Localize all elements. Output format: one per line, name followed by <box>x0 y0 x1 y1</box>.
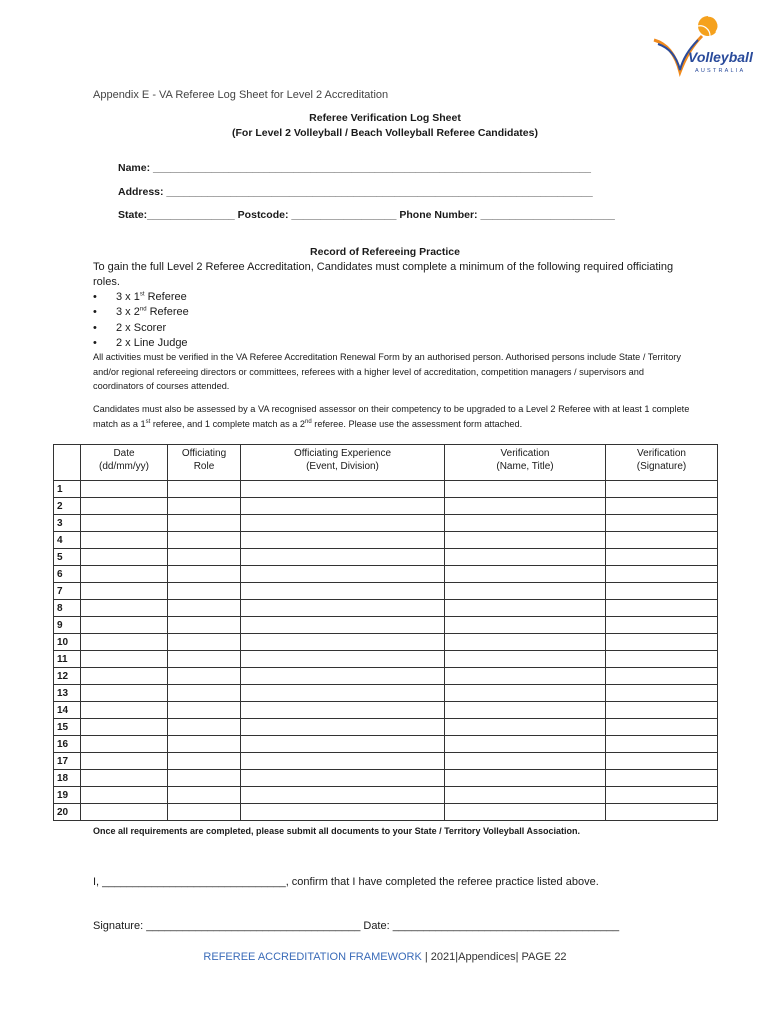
table-row <box>54 481 718 498</box>
table-row <box>54 566 718 583</box>
date-cell[interactable] <box>81 719 168 736</box>
verification-signature-cell[interactable] <box>606 566 718 583</box>
verification-name-cell[interactable] <box>445 668 606 685</box>
verification-signature-cell[interactable] <box>606 736 718 753</box>
table-row <box>54 498 718 515</box>
row-number: 11 <box>54 651 81 668</box>
verification-name-cell[interactable] <box>445 770 606 787</box>
column-header-date: Date (dd/mm/yy) <box>81 445 168 481</box>
verification-signature-cell[interactable] <box>606 498 718 515</box>
required-roles-list <box>93 290 189 351</box>
verification-signature-cell[interactable] <box>606 515 718 532</box>
verification-name-cell[interactable] <box>445 804 606 821</box>
verification-signature-cell[interactable] <box>606 685 718 702</box>
record-intro: To gain the full Level 2 Referee Accreditation, Candidates must complete a minimum of the following required officiating roles. <box>93 261 674 288</box>
experience-cell[interactable] <box>241 566 445 583</box>
experience-cell[interactable] <box>241 668 445 685</box>
verification-signature-cell[interactable] <box>606 532 718 549</box>
role-cell[interactable] <box>168 651 241 668</box>
list-item: • 3 x 2nd Referee <box>93 305 189 320</box>
table-row <box>54 702 718 719</box>
assessment-paragraph: Candidates must also be assessed by a VA recognised assessor on their competency to be upgraded to a Level 2 Referee with at least 1 complete match as a 1st referee, and 1 complete match as a 2nd referee. Please use the assessment form attached. <box>93 404 690 429</box>
experience-cell[interactable] <box>241 617 445 634</box>
date-cell[interactable] <box>81 566 168 583</box>
verification-name-cell[interactable] <box>445 515 606 532</box>
verification-signature-cell[interactable] <box>606 617 718 634</box>
volleyball-australia-logo <box>650 14 760 78</box>
role-cell[interactable] <box>168 498 241 515</box>
list-item: • 2 x Line Judge <box>93 336 189 351</box>
state-postcode-phone-field[interactable]: State:_______________ Postcode: __________________ Phone Number: _______________________ <box>118 209 615 221</box>
row-number: 3 <box>54 515 81 532</box>
verification-name-cell[interactable] <box>445 651 606 668</box>
list-item: • 2 x Scorer <box>93 321 189 336</box>
table-row <box>54 515 718 532</box>
experience-cell[interactable] <box>241 685 445 702</box>
experience-cell[interactable] <box>241 719 445 736</box>
table-row <box>54 770 718 787</box>
row-number: 7 <box>54 583 81 600</box>
experience-cell[interactable] <box>241 770 445 787</box>
row-number: 8 <box>54 600 81 617</box>
verification-name-cell[interactable] <box>445 481 606 498</box>
logo-subtext: AUSTRALIA <box>695 68 746 74</box>
experience-cell[interactable] <box>241 736 445 753</box>
table-row <box>54 804 718 821</box>
experience-cell[interactable] <box>241 634 445 651</box>
verification-signature-cell[interactable] <box>606 651 718 668</box>
table-row <box>54 753 718 770</box>
signature-date-line[interactable]: Signature: ___________________________________ Date: _____________________________________ <box>93 920 620 932</box>
verification-name-cell[interactable] <box>445 634 606 651</box>
verification-signature-cell[interactable] <box>606 600 718 617</box>
date-cell[interactable] <box>81 481 168 498</box>
role-cell[interactable] <box>168 719 241 736</box>
footer-page-info: | 2021|Appendices| PAGE 22 <box>421 951 567 963</box>
verification-name-cell[interactable] <box>445 719 606 736</box>
row-number: 14 <box>54 702 81 719</box>
submit-instruction: Once all requirements are completed, please submit all documents to your State / Territory Volleyball Association. <box>93 826 580 836</box>
table-row <box>54 651 718 668</box>
date-cell[interactable] <box>81 549 168 566</box>
address-field[interactable]: Address: _________________________________________________________________________ <box>118 186 593 198</box>
date-cell[interactable] <box>81 617 168 634</box>
experience-cell[interactable] <box>241 651 445 668</box>
row-number: 16 <box>54 736 81 753</box>
experience-cell[interactable] <box>241 753 445 770</box>
date-cell[interactable] <box>81 753 168 770</box>
date-cell[interactable] <box>81 532 168 549</box>
experience-cell[interactable] <box>241 804 445 821</box>
date-cell[interactable] <box>81 634 168 651</box>
role-cell[interactable] <box>168 600 241 617</box>
record-title: Record of Refereeing Practice <box>310 246 460 258</box>
date-cell[interactable] <box>81 668 168 685</box>
verification-name-cell[interactable] <box>445 702 606 719</box>
row-number: 20 <box>54 804 81 821</box>
table-row <box>54 634 718 651</box>
list-item: • 3 x 1st Referee <box>93 290 189 305</box>
verification-name-cell[interactable] <box>445 787 606 804</box>
verification-signature-cell[interactable] <box>606 719 718 736</box>
experience-cell[interactable] <box>241 481 445 498</box>
table-row <box>54 600 718 617</box>
row-number: 5 <box>54 549 81 566</box>
experience-cell[interactable] <box>241 532 445 549</box>
verification-signature-cell[interactable] <box>606 770 718 787</box>
column-header-experience: Officiating Experience (Event, Division) <box>241 445 445 481</box>
verification-signature-cell[interactable] <box>606 753 718 770</box>
verification-name-cell[interactable] <box>445 566 606 583</box>
date-cell[interactable] <box>81 702 168 719</box>
page-title: Referee Verification Log Sheet <box>309 112 461 124</box>
row-number: 2 <box>54 498 81 515</box>
role-cell[interactable] <box>168 702 241 719</box>
appendix-heading: Appendix E - VA Referee Log Sheet for Level 2 Accreditation <box>93 89 389 101</box>
role-cell[interactable] <box>168 481 241 498</box>
role-cell[interactable] <box>168 566 241 583</box>
date-cell[interactable] <box>81 651 168 668</box>
verification-signature-cell[interactable] <box>606 668 718 685</box>
verification-signature-cell[interactable] <box>606 804 718 821</box>
table-row <box>54 532 718 549</box>
table-row <box>54 668 718 685</box>
verification-name-cell[interactable] <box>445 753 606 770</box>
date-cell[interactable] <box>81 804 168 821</box>
experience-cell[interactable] <box>241 600 445 617</box>
verification-name-cell[interactable] <box>445 617 606 634</box>
table-row <box>54 617 718 634</box>
verification-name-cell[interactable] <box>445 600 606 617</box>
volleyball-logo-graphic <box>650 14 760 78</box>
row-number: 4 <box>54 532 81 549</box>
role-cell[interactable] <box>168 634 241 651</box>
verification-signature-cell[interactable] <box>606 787 718 804</box>
experience-cell[interactable] <box>241 515 445 532</box>
role-cell[interactable] <box>168 515 241 532</box>
confirmation-line[interactable]: I, ______________________________, confirm that I have completed the referee practice listed above. <box>93 876 599 888</box>
experience-cell[interactable] <box>241 549 445 566</box>
verification-signature-cell[interactable] <box>606 634 718 651</box>
logo-wordmark: Volleyball <box>688 49 753 65</box>
experience-cell[interactable] <box>241 583 445 600</box>
referee-log-table <box>53 444 718 821</box>
row-number: 10 <box>54 634 81 651</box>
page-subtitle: (For Level 2 Volleyball / Beach Volleyball Referee Candidates) <box>232 127 538 139</box>
date-cell[interactable] <box>81 498 168 515</box>
verification-name-cell[interactable] <box>445 736 606 753</box>
date-cell[interactable] <box>81 600 168 617</box>
row-number: 15 <box>54 719 81 736</box>
verification-signature-cell[interactable] <box>606 481 718 498</box>
date-cell[interactable] <box>81 685 168 702</box>
row-number: 12 <box>54 668 81 685</box>
verification-signature-cell[interactable] <box>606 583 718 600</box>
role-cell[interactable] <box>168 685 241 702</box>
role-cell[interactable] <box>168 736 241 753</box>
row-number: 9 <box>54 617 81 634</box>
row-number: 1 <box>54 481 81 498</box>
row-number: 19 <box>54 787 81 804</box>
table-row <box>54 583 718 600</box>
role-cell[interactable] <box>168 532 241 549</box>
role-cell[interactable] <box>168 804 241 821</box>
row-number-header <box>54 445 81 481</box>
verification-name-cell[interactable] <box>445 498 606 515</box>
role-cell[interactable] <box>168 549 241 566</box>
date-cell[interactable] <box>81 770 168 787</box>
verification-paragraph: All activities must be verified in the VA Referee Accreditation Renewal Form by an authorised person. Authorised persons include State / Territory and/or regional refereeing directors or committees, referees with a higher level of accreditation, competition managers / supervisors and coordinators of courses attended. <box>93 352 681 391</box>
verification-name-cell[interactable] <box>445 583 606 600</box>
column-header-verification-name: Verification (Name, Title) <box>445 445 606 481</box>
experience-cell[interactable] <box>241 702 445 719</box>
date-cell[interactable] <box>81 736 168 753</box>
verification-name-cell[interactable] <box>445 685 606 702</box>
page-footer <box>0 951 770 963</box>
column-header-role: Officiating Role <box>168 445 241 481</box>
table-row <box>54 549 718 566</box>
experience-cell[interactable] <box>241 498 445 515</box>
verification-name-cell[interactable] <box>445 549 606 566</box>
name-field[interactable]: Name: ___________________________________________________________________________ <box>118 162 591 174</box>
row-number: 6 <box>54 566 81 583</box>
table-row <box>54 719 718 736</box>
date-cell[interactable] <box>81 787 168 804</box>
verification-signature-cell[interactable] <box>606 702 718 719</box>
role-cell[interactable] <box>168 617 241 634</box>
verification-signature-cell[interactable] <box>606 549 718 566</box>
column-header-verification-signature: Verification (Signature) <box>606 445 718 481</box>
role-cell[interactable] <box>168 668 241 685</box>
row-number: 13 <box>54 685 81 702</box>
footer-framework: REFEREE ACCREDITATION FRAMEWORK <box>203 951 422 963</box>
table-header-row <box>54 445 718 481</box>
table-row <box>54 736 718 753</box>
verification-name-cell[interactable] <box>445 532 606 549</box>
row-number: 17 <box>54 753 81 770</box>
role-cell[interactable] <box>168 770 241 787</box>
table-row <box>54 787 718 804</box>
experience-cell[interactable] <box>241 787 445 804</box>
date-cell[interactable] <box>81 515 168 532</box>
role-cell[interactable] <box>168 753 241 770</box>
role-cell[interactable] <box>168 787 241 804</box>
table-row <box>54 685 718 702</box>
date-cell[interactable] <box>81 583 168 600</box>
role-cell[interactable] <box>168 583 241 600</box>
row-number: 18 <box>54 770 81 787</box>
